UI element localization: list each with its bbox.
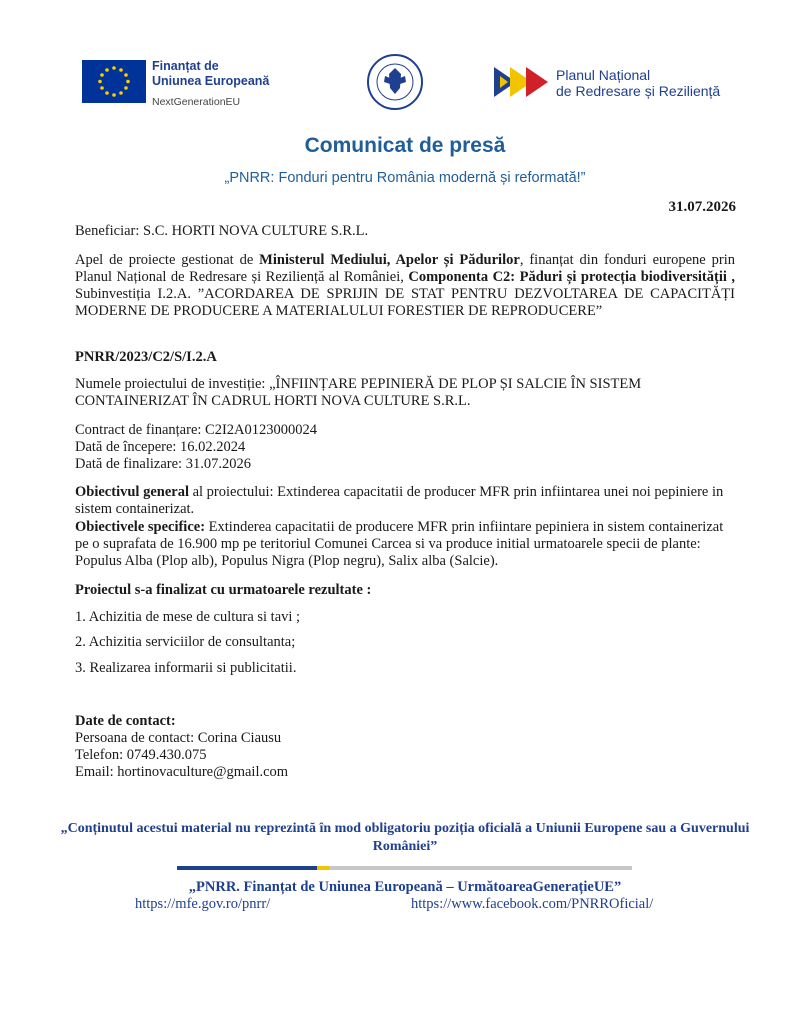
project-name: Numele proiectului de investiție: „ÎNFIINȚARE PEPINIERĂ DE PLOP ȘI SALCIE ÎN SISTEM CONTAINERIZAT ÎN CADRUL HORTI NOVA CULTURE S.R.L.: [75, 376, 642, 409]
nextgeneu-label: NextGenerationEU: [152, 96, 241, 108]
result-item-3: 3. Realizarea informarii si publicitatii.: [75, 660, 297, 676]
result-item-2: 2. Achizitia serviciilor de consultanta;: [75, 634, 296, 650]
footer-divider-accent: [177, 866, 317, 870]
result-item-1: 1. Achizitia de mese de cultura si tavi ;: [75, 609, 301, 625]
eu-flag-logo: [82, 60, 146, 103]
eu-stars-icon: [82, 60, 146, 103]
beneficiary-line: Beneficiar: S.C. HORTI NOVA CULTURE S.R.L.: [75, 223, 369, 239]
pnrr-arrow-logo: [494, 67, 550, 97]
contract-info: Contract de finanțare: C2I2A0123000024 Dată de începere: 16.02.2024 Dată de finalizare: 31.07.2026: [75, 422, 318, 472]
general-objective: Obiectivul general al proiectului: Extinderea capacitatii de producer MFR prin infiintarea unei noi pepiniere in sistem containerizat.: [75, 484, 724, 517]
page-title: Comunicat de presă: [304, 134, 506, 157]
footer-divider-accent-yellow: [317, 866, 329, 870]
disclaimer: „Conținutul acestui material nu reprezintă în mod obligatoriu poziția oficială a Uniunii Europene sau a Guvernului României”: [60, 821, 750, 854]
page-subtitle: „PNRR: Fonduri pentru România modernă și reformată!”: [224, 170, 586, 186]
contact-section: [75, 713, 735, 781]
pnrr-label: Planul Național de Redresare și Reziliență: [556, 67, 721, 99]
call-description: Apel de proiecte gestionat de Ministerul Mediului, Apelor și Pădurilor, finanțat din fonduri europene prin Planul Național de Redresare și Reziliență al României, Componenta C2: Păduri și protecția biodiversității , Subinvestiția I.2.A. ”ACORDAREA DE SPRIJIN DE STAT PENTRU DEZVOLTAREA DE CAPACITĂȚI MODERNE DE PRODUCERE A MATERIALULUI FORESTIER DE REPRODUCERE”: [75, 252, 735, 319]
eu-funding-label: Finanțat de Uniunea Europeană: [152, 59, 270, 88]
project-code: PNRR/2023/C2/S/I.2.A: [75, 349, 217, 365]
mfe-link[interactable]: https://mfe.gov.ro/pnrr/: [135, 896, 271, 912]
government-seal-logo: [367, 54, 423, 110]
contact-heading: Date de contact:: [75, 713, 176, 729]
contact-email: Email: hortinovaculture@gmail.com: [75, 764, 289, 780]
specific-objectives: Obiectivele specifice: Extinderea capacitatii de producere MFR prin infiintare pepiniera in sistem containerizat pe o suprafata de 16.900 mp pe teritoriul Comunei Carcea si va produce initial urmatoarele specii de plante: Populus Alba (Plop alb), Populus Nigra (Plop negru), Salix alba (Salcie).: [75, 519, 724, 569]
facebook-link[interactable]: https://www.facebook.com/PNRROficial/: [411, 896, 654, 912]
contact-phone: Telefon: 0749.430.075: [75, 747, 207, 763]
footer-slogan: „PNRR. Finanțat de Uniunea Europeană – UrmătoareaGenerațieUE”: [188, 879, 622, 895]
results-heading: Proiectul s-a finalizat cu urmatoarele rezultate :: [75, 582, 372, 598]
contact-person: Persoana de contact: Corina Ciausu: [75, 730, 282, 746]
document-date: 31.07.2026: [668, 199, 736, 215]
